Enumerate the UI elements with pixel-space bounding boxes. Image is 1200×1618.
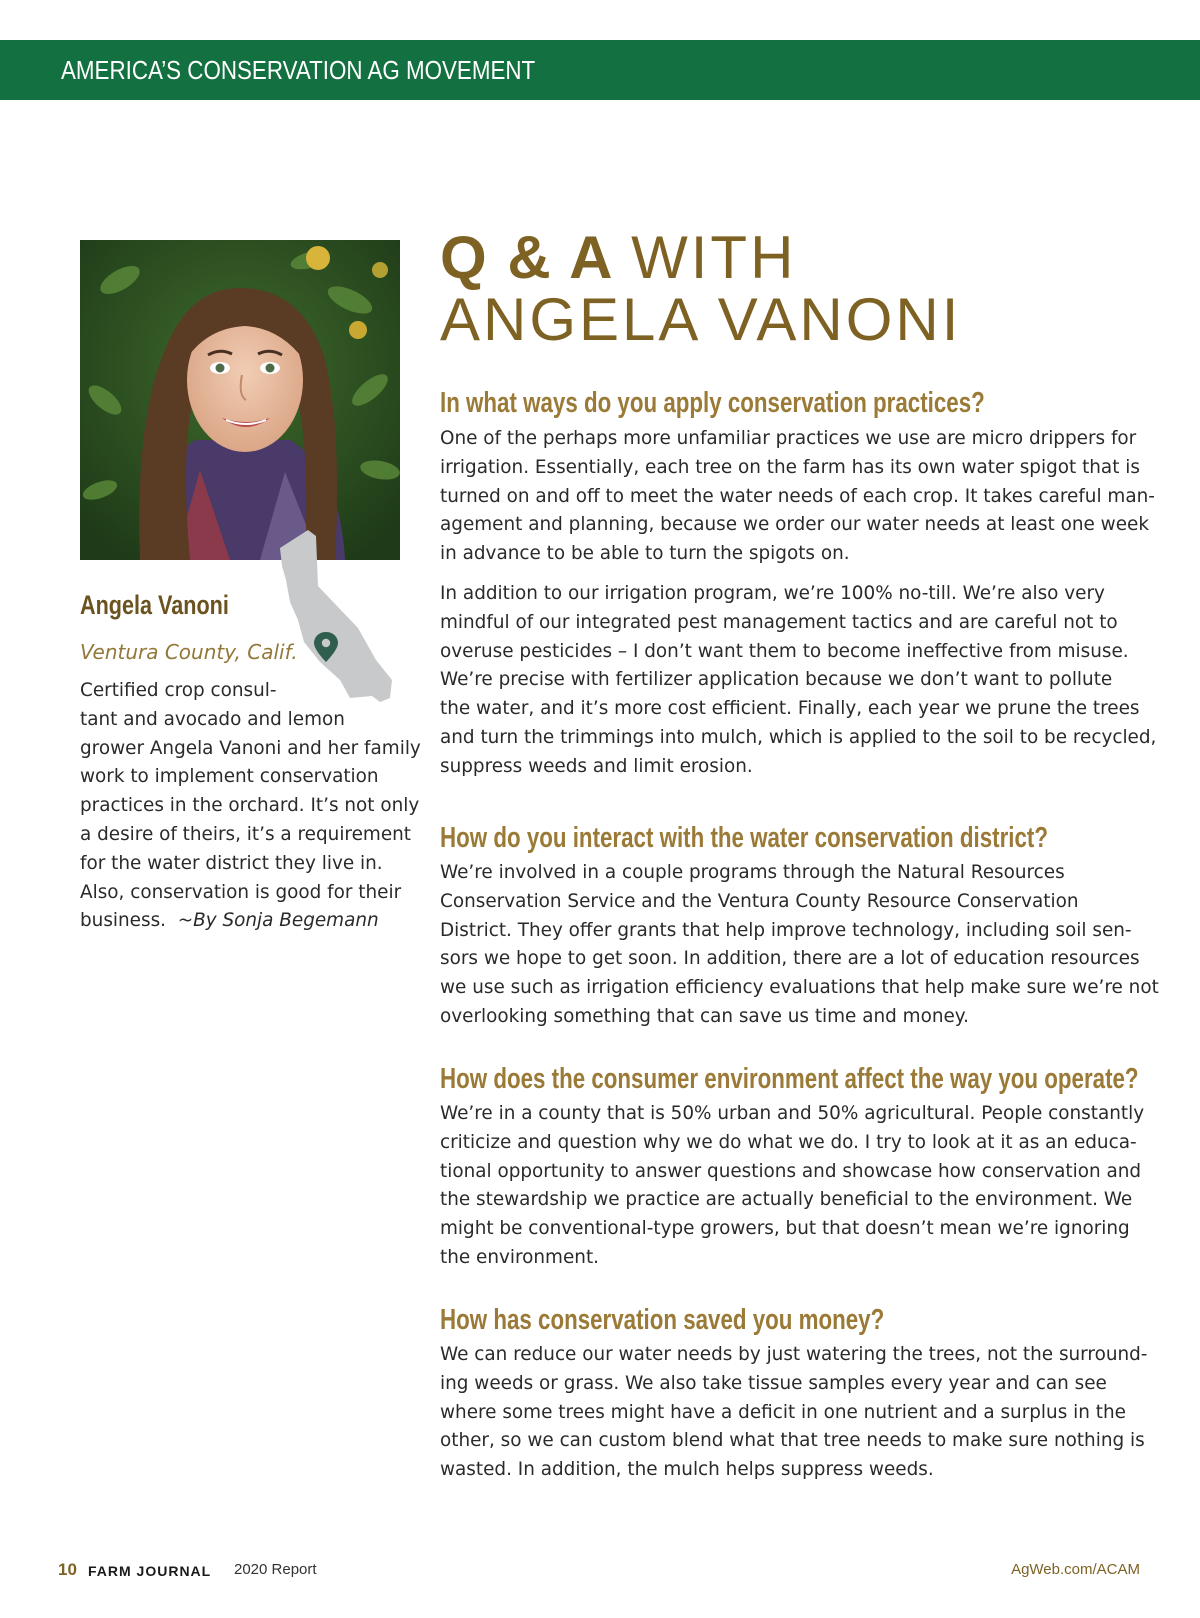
answer-paragraph xyxy=(440,1341,1148,1485)
page-number: 10 xyxy=(58,1560,77,1579)
answer-line: One of the perhaps more unfamiliar practices we use are micro drippers for xyxy=(440,428,1137,449)
question-heading: In what ways do you apply conservation practices? xyxy=(440,387,985,419)
answer-line: overlooking something that can save us time and money. xyxy=(440,1005,969,1027)
answer-line: We’re in a county that is 50% urban and 50% agricultural. People constantly xyxy=(440,1103,1145,1124)
answer-line: the environment. xyxy=(440,1246,599,1268)
answer-line: irrigation. Essentially, each tree on the farm has its own water spigot that is xyxy=(440,456,1140,478)
section-title: AMERICA’S CONSERVATION AG MOVEMENT xyxy=(61,55,536,85)
bio-line: a desire of theirs, it’s a requirement xyxy=(80,823,411,845)
answer-line: ing weeds or grass. We also take tissue samples every year and can see xyxy=(440,1372,1107,1394)
answer-line: tional opportunity to answer questions and showcase how conservation and xyxy=(440,1160,1142,1182)
answer-line: mindful of our integrated pest management tactics and are careful not to xyxy=(440,611,1118,633)
bio-line-last xyxy=(80,907,410,936)
bio-line: for the water district they live in. xyxy=(80,852,383,874)
bio-line: business. xyxy=(80,910,166,932)
section-banner xyxy=(0,40,1200,100)
bio-line: work to implement conservation xyxy=(80,766,379,788)
report-label: 2020 Report xyxy=(234,1561,317,1578)
title-name: ANGELA VANONI xyxy=(440,286,962,353)
answer-paragraph xyxy=(440,425,1155,569)
answer-line: other, so we can custom blend what that tree needs to make sure nothing is xyxy=(440,1430,1145,1452)
bio-line: practices in the orchard. It’s not only xyxy=(80,795,420,817)
profile-name: Angela Vanoni xyxy=(80,590,229,620)
bio-line: grower Angela Vanoni and her family xyxy=(80,737,421,759)
answer-line: wasted. In addition, the mulch helps suppress weeds. xyxy=(440,1459,934,1481)
answer-line: the water, and it’s more cost efficient. Finally, each year we prune the trees xyxy=(440,698,1140,720)
bio-line: tant and avocado and lemon xyxy=(80,708,345,730)
answer-paragraph xyxy=(440,580,1157,782)
answer-line: We’re precise with fertilizer application because we don’t want to pollute xyxy=(440,669,1113,691)
title-qa: Q & A xyxy=(440,224,615,291)
answer-line: sors we hope to get soon. In addition, there are a lot of education resources xyxy=(440,948,1140,970)
answer-line: criticize and question why we do what we do. I try to look at it as an educa- xyxy=(440,1131,1137,1153)
byline: ~By Sonja Begemann xyxy=(177,910,379,932)
question-heading: How does the consumer environment affect the way you operate? xyxy=(440,1063,1139,1095)
article-title xyxy=(440,224,962,353)
answer-line: We’re involved in a couple programs through the Natural Resources xyxy=(440,862,1065,883)
answer-paragraph xyxy=(440,859,1159,1032)
answer-line: might be conventional-type growers, but that doesn’t mean we’re ignoring xyxy=(440,1218,1130,1240)
answer-line: we use such as irrigation efficiency evaluations that help make sure we’re not xyxy=(440,977,1159,999)
answer-line: Conservation Service and the Ventura County Resource Conservation xyxy=(440,890,1079,912)
title-with: WITH xyxy=(631,224,797,291)
answer-line: the stewardship we practice are actually beneficial to the environment. We xyxy=(440,1189,1133,1211)
answer-line: We can reduce our water needs by just watering the trees, not the surround- xyxy=(440,1344,1148,1365)
profile-bio xyxy=(80,677,421,936)
answer-line: District. They offer grants that help improve technology, including soil sen- xyxy=(440,919,1132,941)
answer-line: where some trees might have a deficit in one nutrient and a surplus in the xyxy=(440,1401,1126,1423)
publication-name: FARM JOURNAL xyxy=(88,1563,212,1579)
question-heading: How has conservation saved you money? xyxy=(440,1304,885,1336)
answer-line: and turn the trimmings into mulch, which is applied to the soil to be recycled, xyxy=(440,726,1157,748)
answer-line: in advance to be able to turn the spigots on. xyxy=(440,543,850,565)
bio-line: Also, conservation is good for their xyxy=(80,881,402,903)
answer-line: agement and planning, because we order our water needs at least one week xyxy=(440,514,1149,536)
answer-line: turned on and off to meet the water needs of each crop. It takes careful man- xyxy=(440,485,1155,507)
portrait-photo xyxy=(80,240,400,560)
answer-line: In addition to our irrigation program, we’re 100% no-till. We’re also very xyxy=(440,583,1105,604)
answer-line: suppress weeds and limit erosion. xyxy=(440,755,753,777)
bio-line: Certified crop consul- xyxy=(80,680,277,701)
answer-line: overuse pesticides – I don’t want them to become ineffective from misuse. xyxy=(440,640,1129,662)
answer-paragraph xyxy=(440,1100,1145,1273)
footer-url: AgWeb.com/ACAM xyxy=(1011,1561,1140,1578)
question-heading: How do you interact with the water conservation district? xyxy=(440,822,1048,854)
profile-location: Ventura County, Calif. xyxy=(80,640,298,664)
